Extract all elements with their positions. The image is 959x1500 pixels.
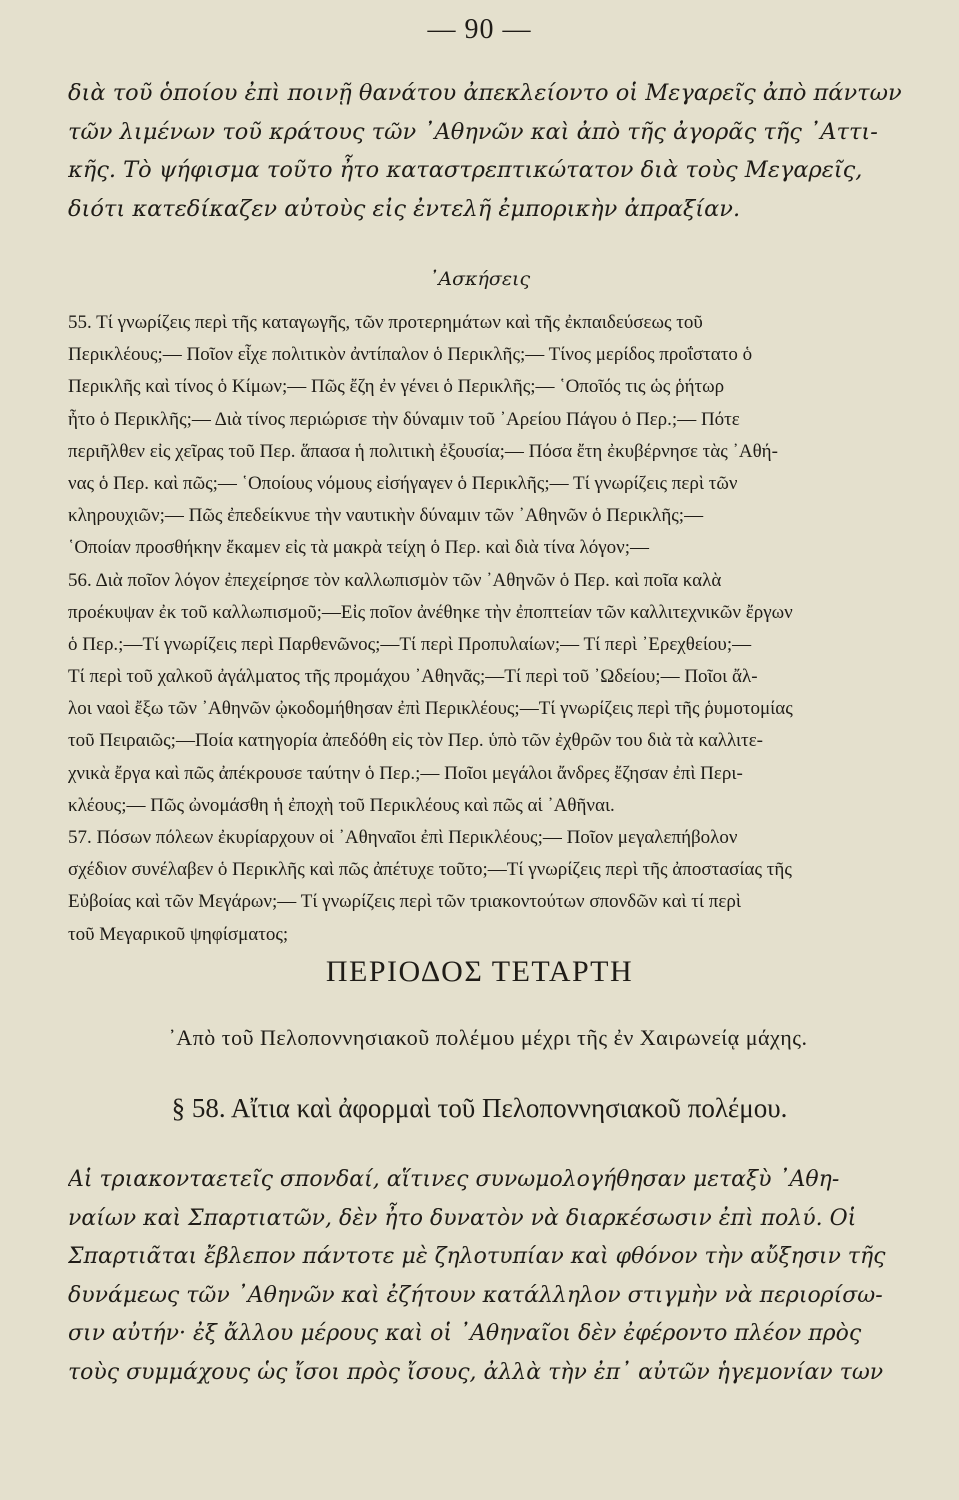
body-paragraph xyxy=(68,1161,908,1392)
exercise-line: προέκυψαν ἐκ τοῦ καλλωπισμοῦ;—Εἰς ποῖον ἀνέθηκε τὴν ἐποπτείαν τῶν καλλιτεχνικῶν ἔργων xyxy=(68,601,793,623)
exercises-block xyxy=(68,307,908,951)
exercise-line: 57. Πόσων πόλεων ἐκυρίαρχουν οἱ ᾿Αθηναῖοι ἐπὶ Περικλέους;— Ποῖον μεγαλεπήβολον xyxy=(68,827,738,848)
exercise-line: 55. Τί γνωρίζεις περὶ τῆς καταγωγῆς, τῶν προτερημάτων καὶ τῆς ἐκπαιδεύσεως τοῦ xyxy=(68,312,703,333)
text-line: Αἱ τριακονταετεῖς σπονδαί, αἵτινες συνωμολογήθησαν μεταξὺ ᾿Αθη- xyxy=(68,1167,840,1192)
text-line: διὰ τοῦ ὁποίου ἐπὶ ποινῇ θανάτου ἀπεκλείοντο οἱ Μεγαρεῖς ἀπὸ πάντων xyxy=(68,80,902,106)
text-line: σιν αὐτήν· ἐξ ἄλλου μέρους καὶ οἱ ᾿Αθηναῖοι δὲν ἐφέροντο πλέον πρὸς xyxy=(68,1321,862,1346)
text-line: ναίων καὶ Σπαρτιατῶν, δὲν ἦτο δυνατὸν νὰ διαρκέσωσιν ἐπὶ πολύ. Οἱ xyxy=(68,1205,857,1231)
text-line: τοὺς συμμάχους ὡς ἴσοι πρὸς ἴσους, ἀλλὰ τὴν ἐπ᾿ αὐτῶν ἡγεμονίαν των xyxy=(68,1359,884,1385)
exercise-line: τοῦ Μεγαρικοῦ ψηφίσματος; xyxy=(68,923,289,945)
section-title: § 58. Αἴτια καὶ ἀφορμαὶ τοῦ Πελοποννησιακοῦ πολέμου. xyxy=(171,1093,788,1123)
exercise-line: Εὐβοίας καὶ τῶν Μεγάρων;— Τί γνωρίζεις περὶ τῶν τριακοντούτων σπονδῶν καὶ τί περὶ xyxy=(68,891,741,913)
period-title: ΠΕΡΙΟΔΟΣ ΤΕΤΑΡΤΗ xyxy=(325,955,634,988)
exercise-line: ὁ Περ.;—Τί γνωρίζεις περὶ Παρθενῶνος;—Τί περὶ Προπυλαίων;— Τί περὶ ᾿Ερεχθείου;— xyxy=(68,633,752,655)
exercise-line: 56. Διὰ ποῖον λόγον ἐπεχείρησε τὸν καλλωπισμὸν τῶν ᾿Αθηνῶν ὁ Περ. καὶ ποῖα καλὰ xyxy=(68,569,722,591)
exercise-line: Τί περὶ τοῦ χαλκοῦ ἀγάλματος τῆς προμάχου ᾿Αθηνᾶς;—Τί περὶ τοῦ ᾿Ωδείου;— Ποῖοι ἄλ- xyxy=(68,666,758,688)
exercise-line: τοῦ Πειραιῶς;—Ποία κατηγορία ἀπεδόθη εἰς τὸν Περ. ὑπὸ τῶν ἐχθρῶν του διὰ τὰ καλλιτε- xyxy=(68,730,763,752)
exercise-line: ἦτο ὁ Περικλῆς;— Διὰ τίνος περιώρισε τὴν δύναμιν τοῦ ᾿Αρείου Πάγου ὁ Περ.;— Πότε xyxy=(68,408,740,430)
exercise-line: Περικλῆς καὶ τίνος ὁ Κίμων;— Πῶς ἔζη ἐν γένει ὁ Περικλῆς;— ῾Οποῖός τις ὡς ῥήτωρ xyxy=(68,376,725,398)
text-line: τῶν λιμένων τοῦ κράτους τῶν ᾿Αθηνῶν καὶ ἀπὸ τῆς ἀγορᾶς τῆς ᾿Αττι- xyxy=(68,118,878,145)
exercise-line: χνικὰ ἔργα καὶ πῶς ἀπέκρουσε ταύτην ὁ Περ.;— Ποῖοι μεγάλοι ἄνδρες ἔζησαν ἐπὶ Περι- xyxy=(68,762,743,784)
page-number: — 90 — xyxy=(427,14,532,45)
exercise-line: σχέδιον συνέλαβεν ὁ Περικλῆς καὶ πῶς ἀπέτυχε τοῦτο;—Τί γνωρίζεις περὶ τῆς ἀποστασίας τῆς xyxy=(68,859,792,881)
text-line: κῆς. Τὸ ψήφισμα τοῦτο ἦτο καταστρεπτικώτατον διὰ τοὺς Μεγαρεῖς, xyxy=(68,157,863,183)
exercise-line: λοι ναοὶ ἔξω τῶν ᾿Αθηνῶν ᾠκοδομήθησαν ἐπὶ Περικλέους;—Τί γνωρίζεις περὶ τῆς ῥυμοτομίας xyxy=(68,698,793,720)
exercise-line: κληρουχιῶν;— Πῶς ἐπεδείκνυε τὴν ναυτικὴν δύναμιν τῶν ᾿Αθηνῶν ὁ Περικλῆς;— xyxy=(68,505,704,527)
text-line: δυνάμεως τῶν ᾿Αθηνῶν καὶ ἐζήτουν κατάλληλον στιγμὴν νὰ περιορίσω- xyxy=(68,1282,883,1308)
period-subtitle: ᾿Απὸ τοῦ Πελοποννησιακοῦ πολέμου μέχρι τῆς ἐν Χαιρωνείᾳ μάχης. xyxy=(168,1025,808,1050)
intro-paragraph xyxy=(68,74,908,228)
text-line: Σπαρτιᾶται ἔβλεπον πάντοτε μὲ ζηλοτυπίαν καὶ φθόνον τὴν αὔξησιν τῆς xyxy=(68,1244,886,1269)
exercises-heading: ᾿Ασκήσεις xyxy=(428,268,531,290)
exercise-line: Περικλέους;— Ποῖον εἶχε πολιτικὸν ἀντίπαλον ὁ Περικλῆς;— Τίνος μερίδος προΐστατο ὁ xyxy=(68,344,753,366)
exercise-line: περιῆλθεν εἰς χεῖρας τοῦ Περ. ἅπασα ἡ πολιτικὴ ἐξουσία;— Πόσα ἔτη ἐκυβέρνησε τὰς ᾿Αθή- xyxy=(68,440,778,462)
exercise-line: ῾Οποίαν προσθήκην ἔκαμεν εἰς τὰ μακρὰ τείχη ὁ Περ. καὶ διὰ τίνα λόγον;— xyxy=(68,537,649,559)
text-line: διότι κατεδίκαζεν αὐτοὺς εἰς ἐντελῆ ἐμπορικὴν ἀπραξίαν. xyxy=(68,195,741,222)
exercise-line: κλέους;— Πῶς ὠνομάσθη ἡ ἐποχὴ τοῦ Περικλέους καὶ πῶς αἱ ᾿Αθῆναι. xyxy=(68,794,615,816)
exercise-line: νας ὁ Περ. καὶ πῶς;— ῾Οποίους νόμους εἰσήγαγεν ὁ Περικλῆς;— Τί γνωρίζεις περὶ τῶν xyxy=(68,472,738,494)
